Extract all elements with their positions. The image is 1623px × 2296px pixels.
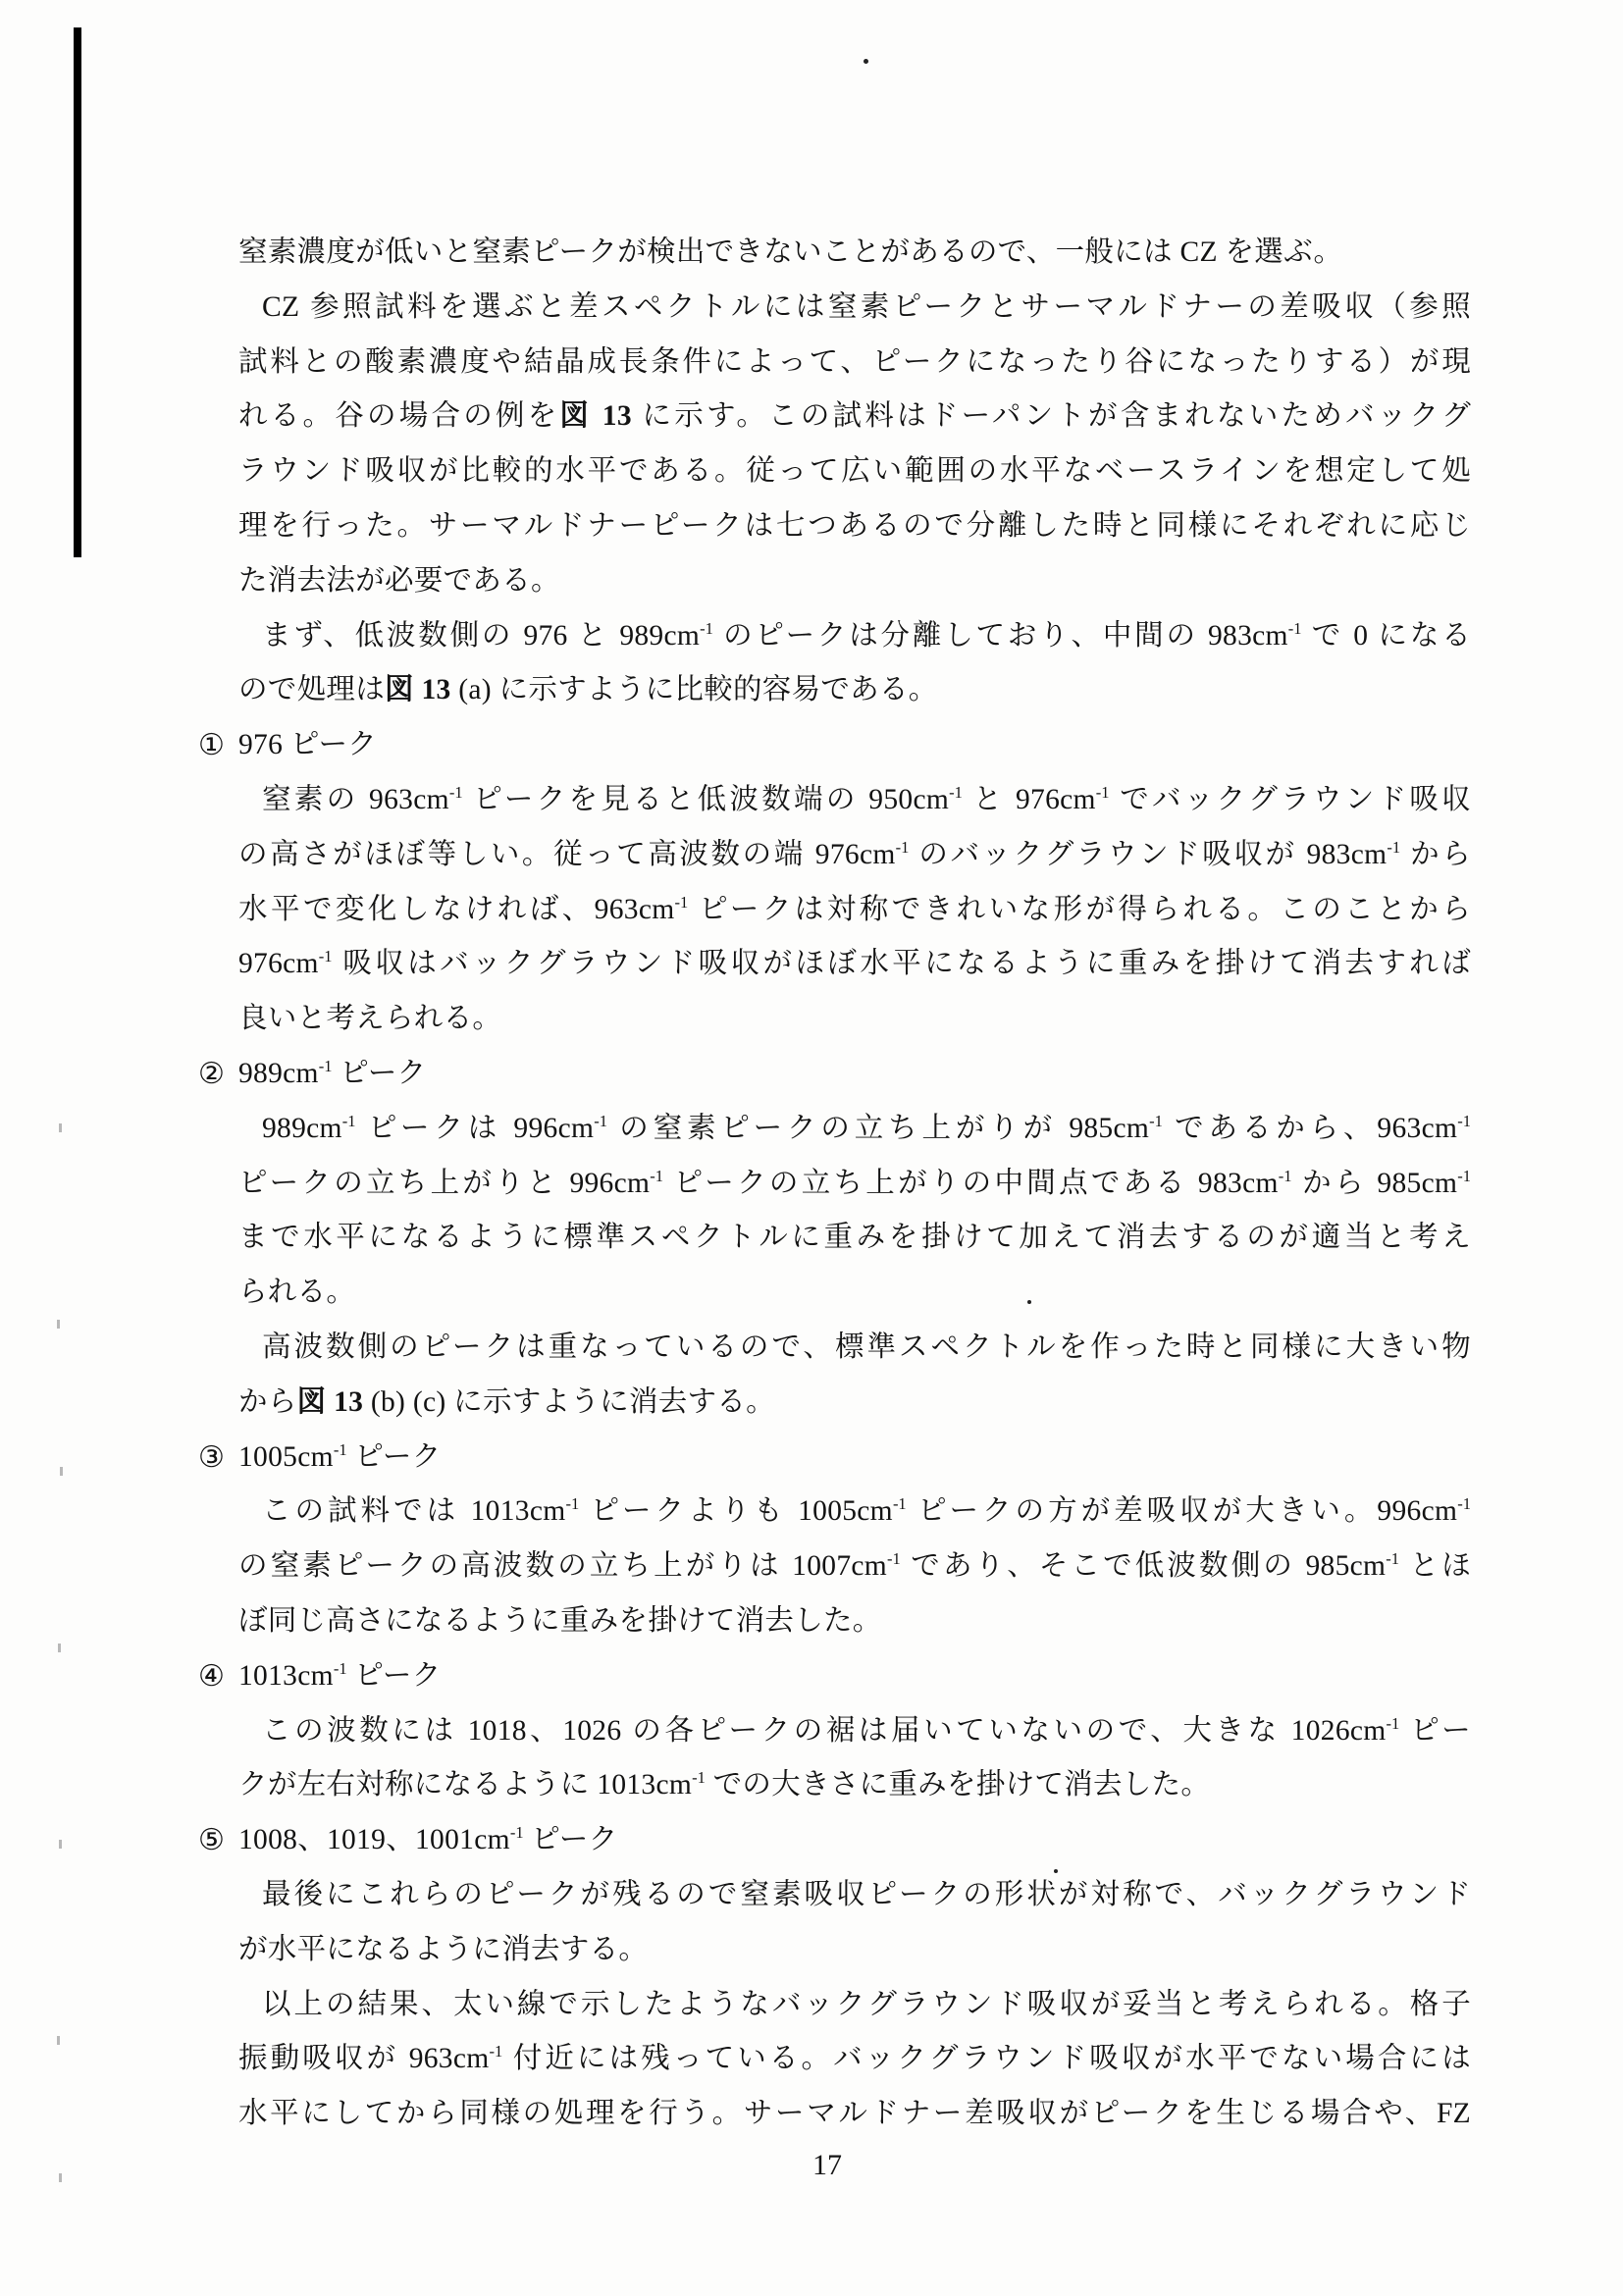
text-line: ぼ同じ高さになるように重みを掛けて消去した。	[238, 1604, 882, 1637]
text-line: まず、低波数側の 976 と $989cm^{-1}$ のピークは分離しており、中間の $983cm^{-1}$ で 0 になる	[262, 618, 1471, 652]
text-line: この試料では $1013cm^{-1}$ ピークよりも $1005cm^{-1}$ ピークの方が差吸収が大きい。$996cm^{-1}$	[262, 1494, 1471, 1528]
text-line: ピークの立ち上がりと $996cm^{-1}$ ピークの立ち上がりの中間点である $983cm^{-1}$ から $985cm^{-1}$	[238, 1166, 1471, 1199]
text-block	[198, 226, 1472, 2142]
circled-number-icon: ⑤	[198, 1824, 226, 1857]
text-line: $976cm^{-1}$ 吸収はバックグラウンド吸収がほぼ水平になるように重みを掛けて消去すれば	[238, 947, 1471, 980]
text-line: まで水平になるように標準スペクトルに重みを掛けて加えて消去するのが適当と考え	[238, 1222, 1471, 1254]
text-line: た消去法が必要である。	[238, 564, 560, 597]
section-heading-line: ⑤ 1008、1019、$1001cm^{-1}$ ピーク	[238, 1813, 1471, 1868]
text-line: 試料との酸素濃度や結晶成長条件によって、ピークになったり谷になったりする）が現	[238, 345, 1471, 378]
text-line: れる。谷の場合の例を図 13 に示す。この試料はドーパントが含まれないためバックグ	[238, 400, 1472, 433]
text-line: 水平で変化しなければ、$963cm^{-1}$ ピークは対称できれいな形が得られる。このことから	[238, 892, 1472, 925]
text-line: から図 13 (b) (c) に示すように消去する。	[238, 1385, 775, 1418]
section-heading-line: ② $989cm^{-1}$ ピーク	[238, 1047, 1471, 1102]
circled-number-icon: ①	[198, 729, 226, 762]
text-line: $989cm^{-1}$ ピークは $996cm^{-1}$ の窒素ピークの立ち上がりが $985cm^{-1}$ であるから、$963cm^{-1}$	[262, 1111, 1471, 1144]
text-line: クが左右対称になるように $1013cm^{-1}$ での大きさに重みを掛けて消去した。	[238, 1768, 1211, 1801]
text-line: 窒素の $963cm^{-1}$ ピークを見ると低波数端の $950cm^{-1}$ と $976cm^{-1}$ でバックグラウンド吸収	[262, 783, 1471, 815]
text-line: ラウンド吸収が比較的水平である。従って広い範囲の水平なベースラインを想定して処	[238, 455, 1471, 488]
scan-edge-mark	[60, 1467, 63, 1476]
scan-edge-mark	[59, 1840, 62, 1849]
section-heading-line: ① 976 ピーク	[238, 718, 1471, 773]
scan-edge-mark	[57, 1320, 60, 1329]
text-line: CZ 参照試料を選ぶと差スペクトルには窒素ピークとサーマルドナーの差吸収（参照	[262, 290, 1471, 323]
text-line: 高波数側のピークは重なっているので、標準スペクトルを作った時と同様に大きい物	[262, 1331, 1471, 1363]
scan-edge-mark	[59, 2173, 62, 2182]
section-heading-line: ③ $1005cm^{-1}$ ピーク	[238, 1431, 1471, 1486]
text-line: が水平になるように消去する。	[238, 1933, 649, 1965]
text-line: 窒素濃度が低いと窒素ピークが検出できないことがあるので、一般には CZ を選ぶ。	[238, 236, 1343, 268]
text-line: の高さがほぼ等しい。従って高波数の端 $976cm^{-1}$ のバックグラウンド吸収が $983cm^{-1}$ から	[238, 837, 1471, 870]
circled-number-icon: ④	[198, 1659, 226, 1693]
circled-number-icon: ②	[198, 1057, 226, 1090]
scan-speck	[864, 59, 868, 64]
text-line: 最後にこれらのピークが残るので窒素吸収ピークの形状が対称で、バックグラウンド	[262, 1878, 1471, 1910]
text-line: 振動吸収が $963cm^{-1}$ 付近には残っている。バックグラウンド吸収が水平でない場合には	[238, 2042, 1471, 2075]
text-line: の窒素ピークの高波数の立ち上がりは $1007cm^{-1}$ であり、そこで低波数側の $985cm^{-1}$ とほ	[238, 1549, 1471, 1583]
text-line: 以上の結果、太い線で示したようなバックグラウンド吸収が妥当と考えられる。格子	[262, 1988, 1471, 2020]
text-line: られる。	[238, 1277, 356, 1309]
text-line: この波数には 1018、1026 の各ピークの裾は届いていないので、大きな $1026cm^{-1}$ ピー	[262, 1713, 1471, 1747]
text-line: ので処理は図 13 (a) に示すように比較的容易である。	[238, 674, 938, 706]
text-line: 理を行った。サーマルドナーピークは七つあるので分離した時と同様にそれぞれに応じ	[238, 509, 1471, 542]
scan-edge-bar	[74, 27, 81, 557]
page-number: 17	[812, 2149, 842, 2181]
section-heading-line: ④ $1013cm^{-1}$ ピーク	[238, 1649, 1471, 1704]
text-line: 水平にしてから同様の処理を行う。サーマルドナー差吸収がピークを生じる場合や、FZ	[238, 2098, 1472, 2130]
circled-number-icon: ③	[198, 1440, 226, 1474]
scan-edge-mark	[59, 1123, 62, 1132]
text-line: 良いと考えられる。	[238, 1003, 502, 1035]
scan-edge-mark	[57, 2036, 60, 2045]
scan-edge-mark	[58, 1644, 61, 1652]
